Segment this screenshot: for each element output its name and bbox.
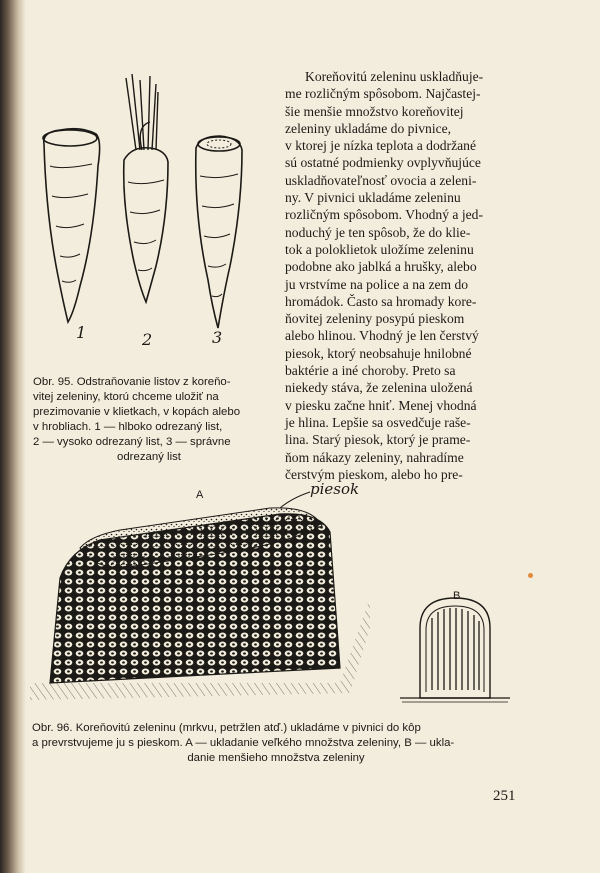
body-paragraph: [285, 68, 517, 483]
figure-96-illustration: [30, 478, 510, 710]
text-line: podobne ako jablká a hrušky, alebo: [285, 259, 477, 275]
text-line: ňovitej zeleniny posypú pieskom: [285, 311, 465, 327]
text-line: v ktorej je nízka teplota a dodržané: [285, 138, 476, 154]
text-line: ju vrstvíme na police a na zem do: [285, 276, 469, 292]
caption-line: 2 — vysoko odrezaný list, 3 — správne: [33, 436, 231, 448]
text-line: niekedy stáva, že zelenina uložená: [285, 380, 473, 396]
caption-line: odrezaný list: [117, 451, 181, 463]
text-line: v piesku začne hniť. Menej vhodná: [285, 397, 477, 413]
carrot-2-icon: [124, 148, 168, 302]
piesok-annotation: piesok: [310, 480, 360, 498]
binding-shadow: [0, 0, 26, 873]
page-number: 251: [493, 788, 516, 804]
figure-95-illustration: [32, 66, 262, 356]
text-line: me rozličným spôsobom. Najčastej-: [285, 86, 481, 102]
text-line: baktérie a iné choroby. Preto sa: [285, 363, 456, 379]
caption-line: Obr. 96. Koreňovitú zeleninu (mrkvu, petržlen atď.) ukladáme v pivnici do kôp: [32, 722, 421, 734]
figure-96-label-b: B: [453, 590, 461, 602]
text-line: ny. V pivnici ukladáme zeleninu: [285, 190, 461, 206]
text-line: noduchý je ten spôsob, že do klie-: [285, 224, 471, 240]
carrot-1-icon: [44, 129, 100, 322]
figure-96-label-a: A: [196, 489, 204, 501]
carrot-label-1: 1: [76, 323, 87, 342]
caption-line: vitej zeleniny, ktorú chceme uložiť na: [33, 391, 219, 403]
vegetable-pile-drawing: [30, 478, 510, 710]
figure-96-caption: [32, 721, 520, 766]
text-line: lina. Starý piesok, ktorý je prame-: [285, 432, 471, 448]
text-line: alebo hlinou. Vhodný je len čerstvý: [285, 328, 479, 344]
carrot-label-3: 3: [212, 328, 223, 347]
text-line: šie menšie množstvo koreňovitej: [285, 103, 464, 119]
caption-line: a prevrstvujeme ju s pieskom. A — ukladanie veľkého množstva zeleniny, B — ukla-: [32, 737, 455, 749]
text-line: piesok, ktorý neobsahuje hnilobné: [285, 345, 472, 361]
caption-line: prezimovanie v klietkach, v kopách alebo: [33, 406, 241, 418]
text-line: uskladňovateľnosť ovocia a zeleni-: [285, 172, 477, 188]
stain-mark: [528, 573, 533, 578]
carrot-3-icon: [196, 136, 242, 328]
vegetable-pile-b-icon: [400, 598, 510, 702]
text-line: zeleniny ukladáme do pivnice,: [285, 120, 452, 136]
figure-95-caption: [33, 375, 265, 465]
caption-line: v hrobliach. 1 — hlboko odrezaný list,: [33, 421, 223, 433]
carrots-drawing: [32, 66, 262, 356]
text-line: čerstvým pieskom, alebo ho pre-: [285, 466, 463, 482]
text-line: hromádok. Často sa hromady kore-: [285, 293, 477, 309]
text-line: ňom nákazy zeleniny, nahradíme: [285, 449, 464, 465]
caption-line: danie menšieho množstva zeleniny: [187, 752, 365, 764]
text-line: je hlina. Lepšie sa osvedčuje raše-: [285, 414, 471, 430]
text-line: Koreňovitú zeleninu uskladňuje-: [305, 69, 484, 84]
text-line: tok a poloklietok uložíme zeleninu: [285, 241, 474, 257]
caption-line: Obr. 95. Odstraňovanie listov z koreňo-: [33, 376, 231, 388]
carrot-label-2: 2: [142, 330, 153, 349]
text-line: rozličným spôsobom. Vhodný a jed-: [285, 207, 483, 223]
text-line: sú ostatné podmienky ovplyvňujúce: [285, 155, 481, 171]
